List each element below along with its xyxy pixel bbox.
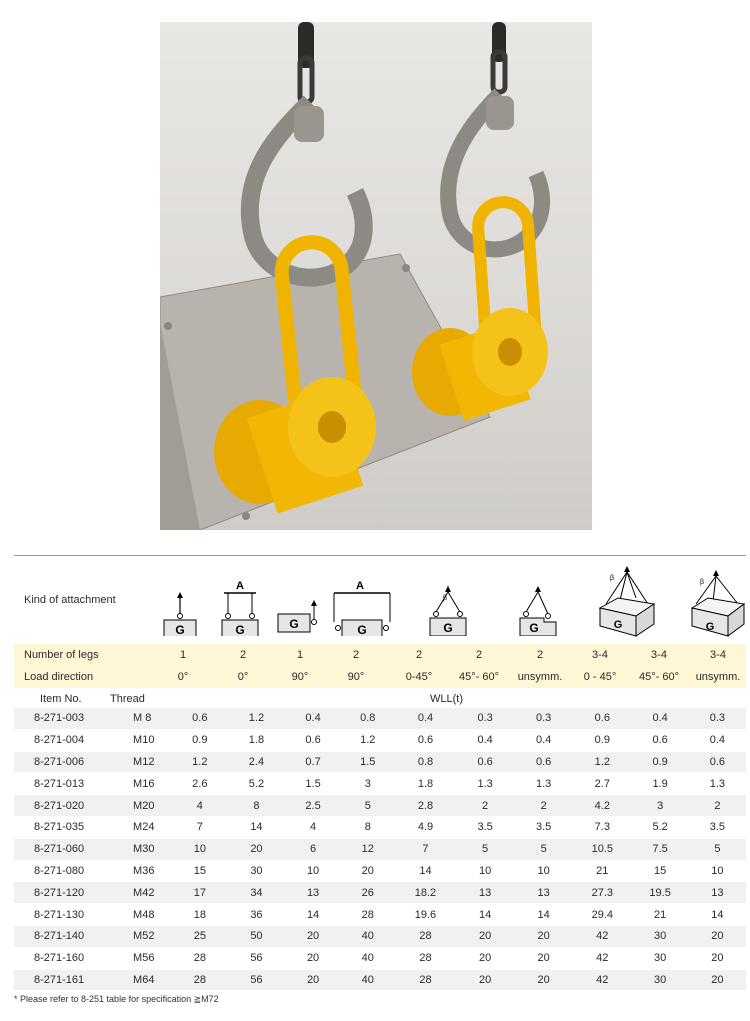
item-number-cell: 8-271-035 — [14, 816, 121, 838]
wll-value-cell: 1.5 — [341, 751, 395, 773]
wll-value-cell: 5 — [456, 838, 514, 860]
thread-cell: M36 — [121, 860, 172, 882]
icon-box-label: G — [235, 623, 245, 636]
icon-dimension-label: A — [356, 580, 364, 592]
wll-value-cell: 18 — [172, 904, 227, 926]
wll-value-cell: 2.5 — [285, 795, 340, 817]
wll-value-cell: 0.6 — [689, 751, 746, 773]
footnote: * Please refer to 8-251 table for specification ≧M72 — [14, 994, 219, 1004]
wll-value-cell: 28 — [395, 925, 456, 947]
wll-value-cell: 4 — [285, 816, 340, 838]
wll-value-cell: 0.4 — [514, 729, 573, 751]
wll-value-cell: 27.3 — [573, 882, 631, 904]
legs-cell: 2 — [352, 649, 360, 661]
wll-value-cell: 20 — [456, 947, 514, 969]
wll-value-cell: 1.2 — [172, 751, 227, 773]
icon-angle-label: β — [443, 595, 448, 602]
wll-value-cell: 20 — [227, 838, 285, 860]
wll-value-cell: 7 — [395, 838, 456, 860]
legs-cell: 3-4 — [651, 649, 667, 661]
wll-value-cell: 3.5 — [689, 816, 746, 838]
wll-value-cell: 21 — [631, 904, 688, 926]
wll-value-cell: 40 — [341, 969, 395, 991]
wll-value-cell: 20 — [341, 860, 395, 882]
item-number-cell: 8-271-060 — [14, 838, 121, 860]
wll-value-cell: 5.2 — [631, 816, 688, 838]
wll-value-cell: 20 — [285, 925, 340, 947]
wll-value-cell: 28 — [172, 969, 227, 991]
table-row — [14, 795, 746, 817]
legs-cell: 3-4 — [710, 649, 726, 661]
lifting-points-illustration — [160, 22, 592, 530]
item-number-cell: 8-271-120 — [14, 882, 121, 904]
wll-value-cell: 0.4 — [285, 708, 340, 729]
wll-value-cell: 20 — [689, 925, 746, 947]
thread-cell: M30 — [121, 838, 172, 860]
item-number-cell: 8-271-160 — [14, 947, 121, 969]
item-number-cell: 8-271-013 — [14, 773, 121, 795]
wll-value-cell: 28 — [172, 947, 227, 969]
wll-value-cell: 4.9 — [395, 816, 456, 838]
wll-value-cell: 26 — [341, 882, 395, 904]
wll-value-cell: 0.6 — [172, 708, 227, 729]
wll-value-cell: 2 — [456, 795, 514, 817]
wll-value-cell: 0.3 — [689, 708, 746, 729]
thread-cell: M64 — [121, 969, 172, 991]
wll-value-cell: 5 — [341, 795, 395, 817]
wll-value-cell: 0.4 — [689, 729, 746, 751]
wll-value-cell: 0.6 — [395, 729, 456, 751]
icon-box-label: G — [705, 621, 715, 633]
multi-leg-3d-icon — [598, 566, 656, 638]
attachment-icons-row — [0, 566, 750, 644]
thread-header: Thread — [110, 693, 145, 705]
legs-cell: 3-4 — [592, 649, 608, 661]
wll-value-cell: 42 — [573, 947, 631, 969]
wll-value-cell: 0.6 — [573, 708, 631, 729]
table-row — [14, 729, 746, 751]
direction-cell: 90° — [291, 671, 309, 683]
direction-cell: 0-45° — [405, 671, 433, 683]
wll-value-cell: 19.5 — [631, 882, 688, 904]
wll-value-cell: 36 — [227, 904, 285, 926]
table-row — [14, 860, 746, 882]
item-number-cell: 8-271-004 — [14, 729, 121, 751]
wll-value-cell: 20 — [456, 969, 514, 991]
wll-value-cell: 13 — [689, 882, 746, 904]
wll-value-cell: 5 — [689, 838, 746, 860]
icon-box-label: G — [175, 623, 185, 636]
wll-value-cell: 10 — [172, 838, 227, 860]
product-photo — [160, 22, 592, 530]
wll-value-cell: 34 — [227, 882, 285, 904]
wll-value-cell: 0.6 — [456, 751, 514, 773]
wll-value-cell: 3.5 — [514, 816, 573, 838]
icon-box-label: G — [443, 621, 453, 635]
wll-value-cell: 20 — [285, 947, 340, 969]
wll-value-cell: 2.8 — [395, 795, 456, 817]
wll-value-cell: 7.3 — [573, 816, 631, 838]
wll-value-cell: 8 — [227, 795, 285, 817]
legs-cell: 2 — [536, 649, 544, 661]
wll-value-cell: 1.9 — [631, 773, 688, 795]
thread-cell: M 8 — [121, 708, 172, 729]
wll-value-cell: 30 — [631, 947, 688, 969]
wll-value-cell: 2.7 — [573, 773, 631, 795]
thread-cell: M16 — [121, 773, 172, 795]
item-number-cell: 8-271-080 — [14, 860, 121, 882]
wll-value-cell: 13 — [285, 882, 340, 904]
direction-cell: 0° — [237, 671, 249, 683]
legs-cell: 1 — [296, 649, 304, 661]
thread-cell: M24 — [121, 816, 172, 838]
wll-value-cell: 2 — [514, 795, 573, 817]
wll-value-cell: 0.6 — [631, 729, 688, 751]
wll-value-cell: 1.8 — [227, 729, 285, 751]
icon-box-label: G — [529, 621, 539, 635]
wll-value-cell: 29.4 — [573, 904, 631, 926]
wll-value-cell: 1.3 — [514, 773, 573, 795]
direction-cell: 0° — [177, 671, 189, 683]
legs-cell: 2 — [475, 649, 483, 661]
table-row — [14, 925, 746, 947]
wll-value-cell: 30 — [227, 860, 285, 882]
wll-value-cell: 15 — [631, 860, 688, 882]
wll-value-cell: 10 — [285, 860, 340, 882]
wll-value-cell: 8 — [341, 816, 395, 838]
table-row — [14, 838, 746, 860]
wll-value-cell: 25 — [172, 925, 227, 947]
table-row — [14, 947, 746, 969]
wll-value-cell: 0.7 — [285, 751, 340, 773]
table-row — [14, 816, 746, 838]
wll-value-cell: 0.8 — [341, 708, 395, 729]
wll-value-cell: 0.4 — [395, 708, 456, 729]
legs-cell: 2 — [239, 649, 247, 661]
icon-box-label: G — [357, 623, 367, 636]
wll-value-cell: 20 — [456, 925, 514, 947]
wll-value-cell: 0.4 — [631, 708, 688, 729]
wll-value-cell: 20 — [689, 947, 746, 969]
wll-value-cell: 56 — [227, 969, 285, 991]
load-direction-label: Load direction — [24, 671, 94, 683]
two-leg-angle-icon — [428, 586, 468, 636]
wll-value-cell: 2.4 — [227, 751, 285, 773]
wll-value-cell: 15 — [172, 860, 227, 882]
legs-cell: 1 — [179, 649, 187, 661]
wll-value-cell: 3 — [631, 795, 688, 817]
wll-value-cell: 0.8 — [395, 751, 456, 773]
wll-value-cell: 50 — [227, 925, 285, 947]
wll-value-cell: 20 — [514, 925, 573, 947]
wll-value-cell: 5 — [514, 838, 573, 860]
number-of-legs-label: Number of legs — [24, 649, 99, 661]
wll-value-cell: 21 — [573, 860, 631, 882]
two-leg-unsymmetric-icon — [518, 586, 558, 636]
wll-value-cell: 20 — [689, 969, 746, 991]
thread-cell: M42 — [121, 882, 172, 904]
item-number-cell: 8-271-020 — [14, 795, 121, 817]
two-leg-spreader-side-icon — [330, 580, 394, 636]
wll-value-cell: 0.3 — [456, 708, 514, 729]
direction-cell: 0 - 45° — [583, 671, 617, 683]
single-vertical-icon — [160, 590, 200, 636]
thread-cell: M20 — [121, 795, 172, 817]
wll-value-cell: 1.3 — [689, 773, 746, 795]
wll-header: WLL(t) — [430, 693, 463, 705]
icon-box-label: G — [613, 619, 623, 631]
legs-cell: 2 — [415, 649, 423, 661]
wll-value-cell: 1.8 — [395, 773, 456, 795]
wll-value-cell: 14 — [514, 904, 573, 926]
direction-cell: unsymm. — [695, 671, 741, 683]
item-number-cell: 8-271-006 — [14, 751, 121, 773]
wll-value-cell: 28 — [395, 947, 456, 969]
direction-cell: 45°- 60° — [639, 671, 679, 683]
wll-value-cell: 30 — [631, 969, 688, 991]
table-top-rule — [14, 555, 746, 556]
item-number-cell: 8-271-140 — [14, 925, 121, 947]
wll-value-cell: 0.9 — [573, 729, 631, 751]
wll-value-cell: 12 — [341, 838, 395, 860]
wll-value-cell: 1.2 — [227, 708, 285, 729]
icon-angle-label: β — [610, 575, 615, 582]
wll-value-cell: 14 — [395, 860, 456, 882]
wll-value-cell: 56 — [227, 947, 285, 969]
multi-leg-3d-unsymmetric-icon — [690, 570, 746, 640]
single-side-pull-icon — [276, 600, 320, 640]
wll-value-cell: 7.5 — [631, 838, 688, 860]
thread-cell: M10 — [121, 729, 172, 751]
wll-value-cell: 14 — [689, 904, 746, 926]
direction-cell: unsymm. — [517, 671, 563, 683]
wll-value-cell: 7 — [172, 816, 227, 838]
wll-value-cell: 0.9 — [172, 729, 227, 751]
thread-cell: M56 — [121, 947, 172, 969]
table-row — [14, 882, 746, 904]
wll-value-cell: 13 — [456, 882, 514, 904]
wll-value-cell: 28 — [341, 904, 395, 926]
icon-dimension-label: A — [236, 580, 244, 592]
wll-value-cell: 10 — [456, 860, 514, 882]
wll-value-cell: 4.2 — [573, 795, 631, 817]
table-row — [14, 708, 746, 729]
wll-value-cell: 40 — [341, 925, 395, 947]
table-row — [14, 904, 746, 926]
table-row — [14, 773, 746, 795]
thread-cell: M12 — [121, 751, 172, 773]
wll-value-cell: 14 — [227, 816, 285, 838]
wll-value-cell: 5.2 — [227, 773, 285, 795]
wll-value-cell: 19.6 — [395, 904, 456, 926]
wll-value-cell: 2.6 — [172, 773, 227, 795]
wll-value-cell: 42 — [573, 969, 631, 991]
wll-value-cell: 1.5 — [285, 773, 340, 795]
wll-value-cell: 20 — [285, 969, 340, 991]
wll-value-cell: 42 — [573, 925, 631, 947]
wll-value-cell: 40 — [341, 947, 395, 969]
table-row — [14, 751, 746, 773]
wll-value-cell: 17 — [172, 882, 227, 904]
wll-value-cell: 10 — [689, 860, 746, 882]
wll-value-cell: 0.3 — [514, 708, 573, 729]
direction-cell: 90° — [347, 671, 365, 683]
item-number-cell: 8-271-130 — [14, 904, 121, 926]
wll-value-cell: 28 — [395, 969, 456, 991]
wll-value-cell: 20 — [514, 969, 573, 991]
item-no-header: Item No. — [40, 693, 82, 705]
wll-value-cell: 1.3 — [456, 773, 514, 795]
wll-value-cell: 1.2 — [341, 729, 395, 751]
wll-value-cell: 30 — [631, 925, 688, 947]
wll-value-cell: 3.5 — [456, 816, 514, 838]
thread-cell: M48 — [121, 904, 172, 926]
wll-value-cell: 14 — [456, 904, 514, 926]
wll-value-cell: 4 — [172, 795, 227, 817]
wll-value-cell: 6 — [285, 838, 340, 860]
wll-value-cell: 2 — [689, 795, 746, 817]
item-number-cell: 8-271-161 — [14, 969, 121, 991]
wll-value-cell: 0.6 — [285, 729, 340, 751]
wll-value-cell: 0.9 — [631, 751, 688, 773]
item-number-cell: 8-271-003 — [14, 708, 121, 729]
wll-value-cell: 10 — [514, 860, 573, 882]
wll-table — [14, 708, 746, 991]
direction-cell: 45°- 60° — [459, 671, 499, 683]
wll-value-cell: 3 — [341, 773, 395, 795]
icon-angle-label: β — [700, 579, 705, 586]
wll-value-cell: 10.5 — [573, 838, 631, 860]
wll-value-cell: 20 — [514, 947, 573, 969]
table-row — [14, 969, 746, 991]
icon-box-label: G — [289, 617, 299, 631]
thread-cell: M52 — [121, 925, 172, 947]
kind-of-attachment-label: Kind of attachment — [24, 594, 116, 606]
wll-value-cell: 0.6 — [514, 751, 573, 773]
wll-value-cell: 14 — [285, 904, 340, 926]
wll-value-cell: 13 — [514, 882, 573, 904]
two-leg-spreader-vertical-icon — [220, 580, 260, 636]
wll-value-cell: 0.4 — [456, 729, 514, 751]
wll-value-cell: 18.2 — [395, 882, 456, 904]
wll-value-cell: 1.2 — [573, 751, 631, 773]
